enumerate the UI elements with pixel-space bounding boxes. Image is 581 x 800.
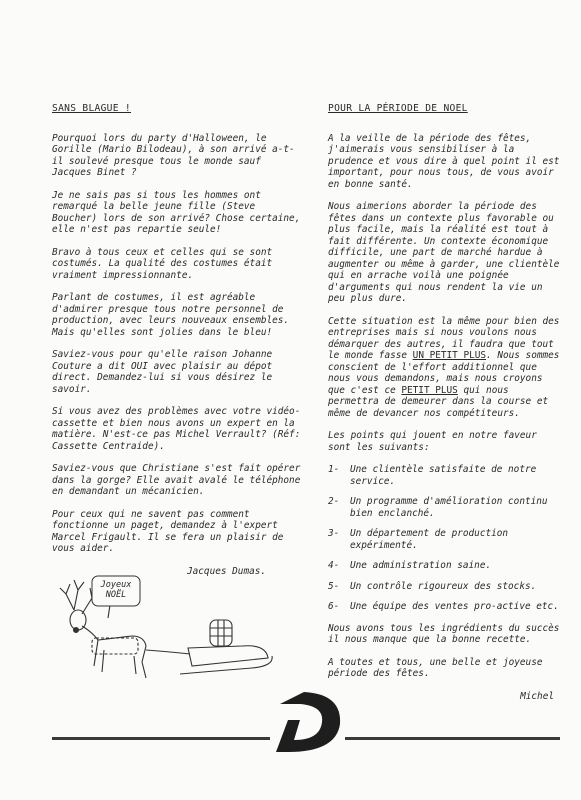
list-item: 3- Un département de production expérimenté. bbox=[328, 528, 509, 551]
reindeer-sleigh-drawing bbox=[52, 570, 282, 690]
right-signature: Michel bbox=[520, 690, 554, 702]
points-list bbox=[328, 464, 560, 613]
footer-rule-left bbox=[52, 737, 270, 740]
right-paragraph-6: A toutes et tous, une belle et joyeuse période des fêtes. bbox=[328, 656, 543, 679]
petit-plus-emphasis-2: PETIT PLUS bbox=[401, 384, 458, 396]
list-item: 2- Un programme d'amélioration continu bien enclanché. bbox=[328, 496, 548, 519]
left-heading: SANS BLAGUE ! bbox=[52, 103, 131, 114]
list-item: 6- Une équipe des ventes pro-active etc. bbox=[328, 601, 559, 612]
list-item: 4- Une administration saine. bbox=[328, 560, 492, 571]
left-paragraph-6: Si vous avez des problèmes avec votre vidéo-cassette et bien nous avons un expert en la matière. N'est-ce pas Michel Verrault? (Réf: Cassette Centraide). bbox=[52, 406, 301, 452]
list-item: 5- Un contrôle rigoureux des stocks. bbox=[328, 580, 537, 592]
right-column bbox=[328, 103, 560, 702]
left-paragraph-3: Bravo à tous ceux et celles qui se sont costumés. La qualité des costumes était vraiment impressionnante. bbox=[52, 246, 273, 281]
right-p3-text-a: Cette situation est la même pour bien des entreprises mais si nous voulons nous démarquer des autres, il faudra que tout le monde fasse bbox=[328, 315, 560, 361]
left-column bbox=[52, 103, 302, 577]
left-paragraph-1: Pourquoi lors du party d'Halloween, le Gorille (Mario Bilodeau), à son arrivé a-t-il soulevé presque tous le monde sauf Jacques Binet ? bbox=[52, 132, 295, 178]
left-paragraph-7: Saviez-vous que Christiane s'est fait opérer dans la gorge? Elle avait avalé le téléphone en demandant un mécanicien. bbox=[52, 463, 301, 497]
left-paragraph-2: Je ne sais pas si tous les hommes ont remarqué la belle jeune fille (Steve Boucher) lors de son arrivé? Chose certaine, elle n'est pas repartie seule! bbox=[52, 189, 301, 235]
right-paragraph-4: Les points qui jouent en notre faveur sont les suivants: bbox=[328, 430, 537, 453]
left-signature: Jacques Dumas. bbox=[187, 565, 267, 577]
left-paragraph-4: Parlant de costumes, il est agréable d'admirer presque tous notre personnel de production, avec leurs nouveaux ensembles. Mais qu'elles sont jolies dans le bleu! bbox=[52, 292, 290, 338]
right-heading: POUR LA PÉRIODE DE NOEL bbox=[328, 103, 468, 114]
left-paragraph-5: Saviez-vous pour qu'elle raison Johanne Couture a dit OUI avec plaisir au dépot direct. Demandez-lui si vous désirez le savoir. bbox=[52, 349, 273, 395]
petit-plus-emphasis: UN PETIT PLUS bbox=[412, 350, 487, 361]
right-paragraph-3 bbox=[328, 316, 560, 420]
sign-text: Joyeux NOËL bbox=[100, 580, 132, 600]
left-paragraph-8: Pour ceux qui ne savent pas comment fonctionne un paget, demandez à l'expert Marcel Frigault. Il se fera un plaisir de vous aider. bbox=[52, 508, 284, 554]
footer-rule-right bbox=[345, 737, 560, 740]
right-paragraph-1: A la veille de la période des fêtes, j'aimerais vous sensibiliser à la prudence et vous dire à quel point il est important, pour nous tous, de vous avoir en bonne santé. bbox=[328, 132, 560, 190]
right-paragraph-5: Nous avons tous les ingrédients du succès il nous manque que la bonne recette. bbox=[328, 622, 560, 645]
company-logo-icon bbox=[266, 690, 346, 760]
list-item: 1- Une clientèle satisfaite de notre service. bbox=[328, 464, 537, 487]
right-p3-text-c: qui nous permettra de demeurer dans la course et même de devancer nos compétiteurs. bbox=[328, 384, 549, 419]
right-p3-text-b: . Nous sommes conscient de l'effort additionnel que nous vous demandons, mais nous croyons que c'est ce bbox=[328, 350, 560, 396]
right-paragraph-2: Nous aimerions aborder la période des fêtes dans un contexte plus favorable ou plus facile, mais la réalité est tout à fait différente. Un contexte économique difficile, une part de marché hardue à augmenter ou même à garder, une clientèle qui en arrache voilà une poignée d'arguments qui nous rendent la vie un peu plus dure. bbox=[328, 201, 560, 304]
